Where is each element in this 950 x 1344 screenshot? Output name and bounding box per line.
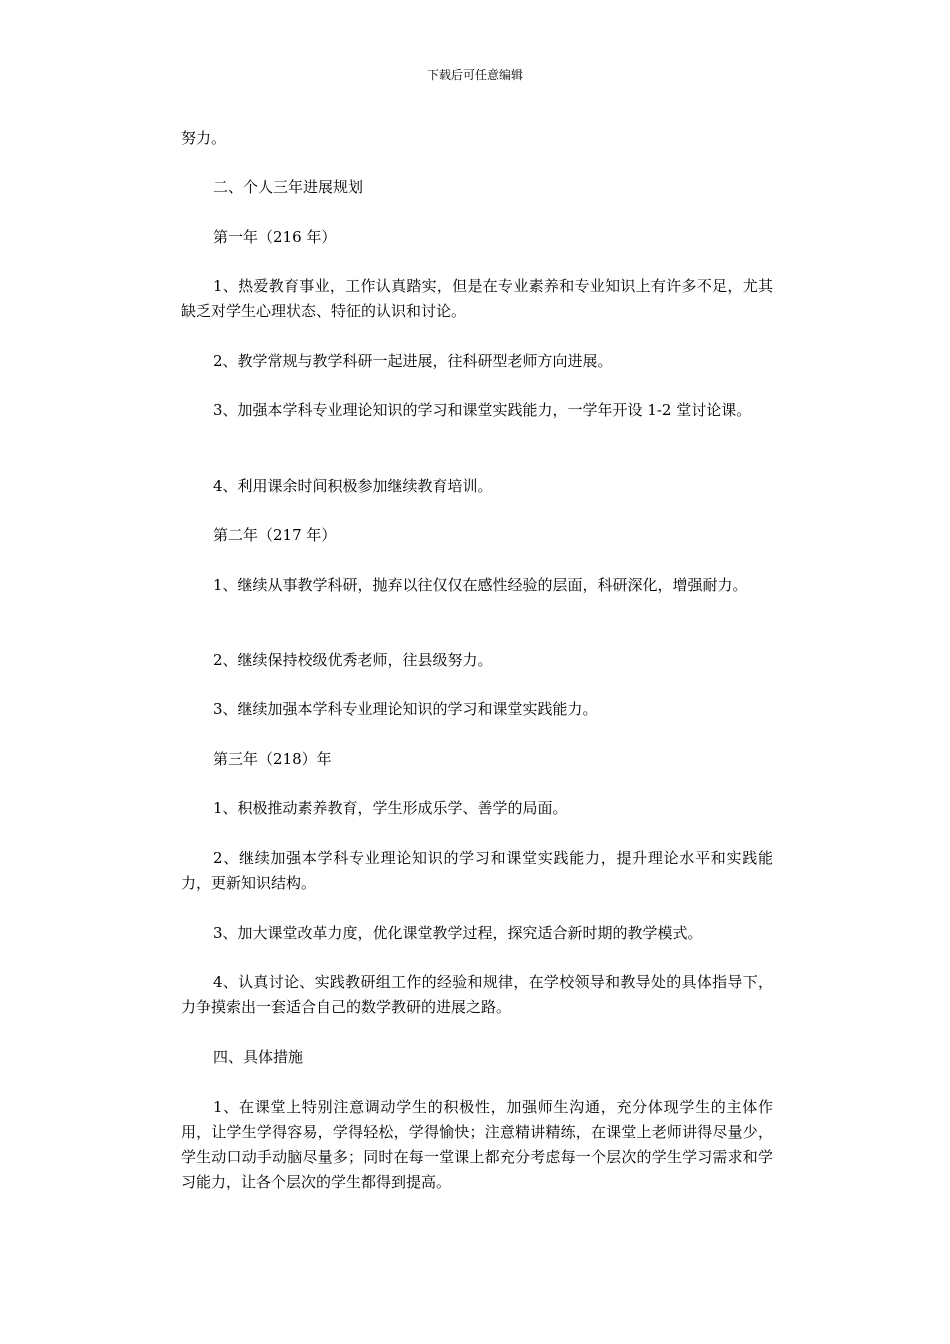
paragraph-item: 2、教学常规与教学科研一起进展，往科研型老师方向进展。 <box>213 352 613 370</box>
paragraph-item: 1、继续从事教学科研，抛弃以往仅仅在感性经验的层面，科研深化，增强耐力。 <box>213 576 748 594</box>
year-heading-third: 第三年（218）年 <box>213 750 332 768</box>
paragraph-item: 3、继续加强本学科专业理论知识的学习和课堂实践能力。 <box>213 700 598 718</box>
paragraph-item: 1、热爱教育事业，工作认真踏实，但是在专业素养和专业知识上有许多不足，尤其缺乏对学生心理状态、特征的认识和讨论。 <box>181 277 773 320</box>
section-heading-plan: 二、个人三年进展规划 <box>213 178 364 196</box>
year-heading-first: 第一年（216 年） <box>213 228 337 246</box>
paragraph-item: 1、在课堂上特别注意调动学生的积极性，加强师生沟通，充分体现学生的主体作用，让学生学得容易，学得轻松，学得愉快；注意精讲精练，在课堂上老师讲得尽量少，学生动口动手动脑尽量多；同时在每一堂课上都充分考虑每一个层次的学生学习需求和学习能力，让各个层次的学生都得到提高。 <box>181 1098 773 1191</box>
paragraph-item: 2、继续保持校级优秀老师，往县级努力。 <box>213 651 493 669</box>
paragraph-item: 4、利用课余时间积极参加继续教育培训。 <box>213 477 493 495</box>
paragraph-continuation: 努力。 <box>181 129 227 147</box>
paragraph-item: 3、加大课堂改革力度，优化课堂教学过程，探究适合新时期的教学模式。 <box>213 924 703 942</box>
paragraph-item: 3、加强本学科专业理论知识的学习和课堂实践能力，一学年开设 1-2 堂讨论课。 <box>213 401 752 419</box>
section-heading-measures: 四、具体措施 <box>213 1048 304 1066</box>
paragraph-item: 1、积极推动素养教育，学生形成乐学、善学的局面。 <box>213 799 568 817</box>
paragraph-item: 4、认真讨论、实践教研组工作的经验和规律，在学校领导和教导处的具体指导下，力争摸索出一套适合自己的数学教研的进展之路。 <box>181 973 773 1016</box>
paragraph-item: 2、继续加强本学科专业理论知识的学习和课堂实践能力，提升理论水平和实践能力，更新知识结构。 <box>181 849 773 892</box>
year-heading-second: 第二年（217 年） <box>213 526 337 544</box>
page-header: 下载后可任意编辑 <box>426 68 523 82</box>
